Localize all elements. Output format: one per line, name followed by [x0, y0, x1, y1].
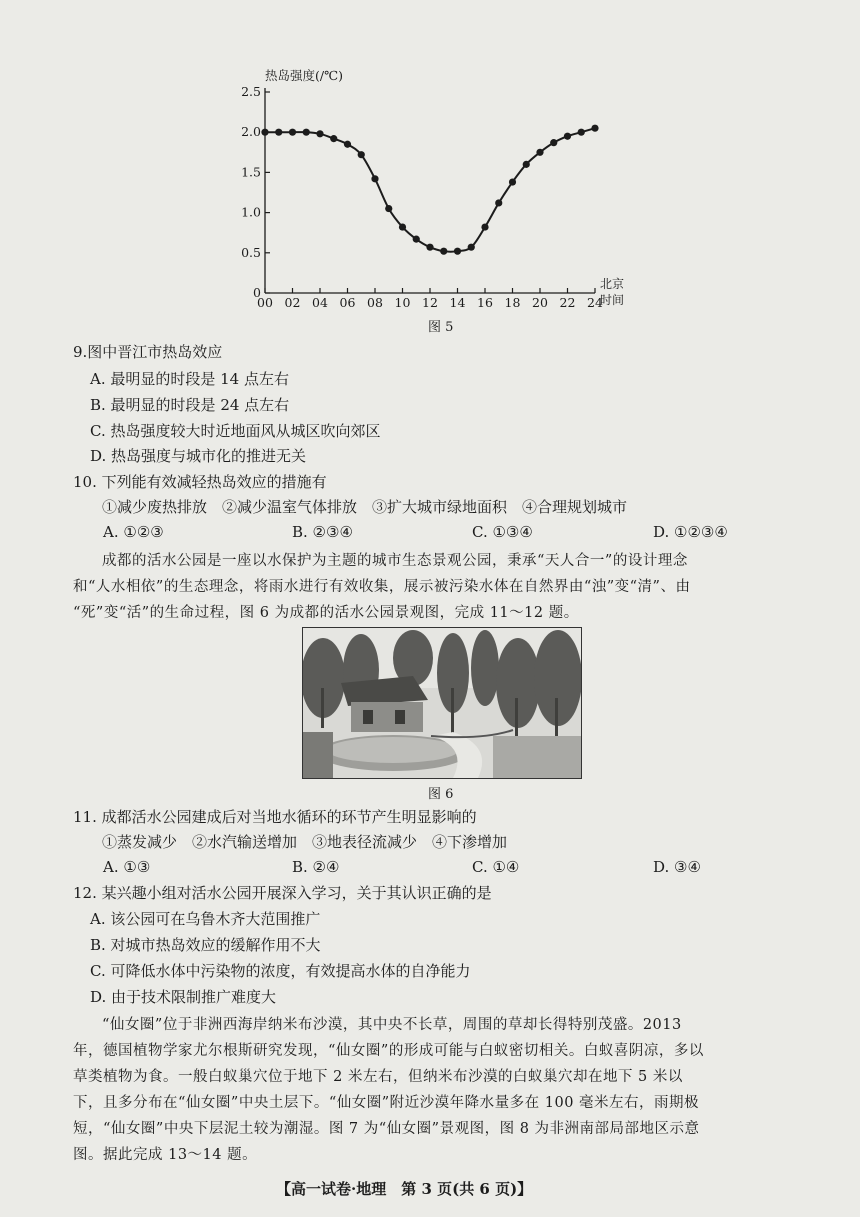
- y-tick-label: 1.5: [241, 164, 261, 180]
- q10-choice-a: A. ①②③: [103, 523, 164, 541]
- data-point: [523, 161, 530, 168]
- data-point: [564, 133, 571, 140]
- q10-choice-c: C. ①③④: [472, 523, 533, 541]
- figure5-chart: [225, 62, 625, 337]
- data-point: [275, 129, 282, 136]
- q11-choice-a: A. ①③: [103, 858, 151, 876]
- passage2-line1: [73, 1012, 793, 1038]
- data-point: [454, 248, 461, 255]
- passage2-line5: 短，“仙女圈”中央下层泥土较为潮湿。图 7 为“仙女圈”景观图，图 8 为非洲南部局部地区示意: [73, 1121, 700, 1137]
- data-point: [426, 244, 433, 251]
- q11-choice-c: C. ①④: [472, 858, 520, 876]
- figure6-park-photo: [302, 627, 582, 779]
- x-tick-label: 18: [504, 295, 521, 310]
- x-tick-label: 20: [532, 295, 548, 310]
- data-point: [385, 205, 392, 212]
- data-point: [536, 149, 543, 156]
- x-axis-title-line2: 时间: [600, 293, 625, 307]
- y-tick-label: 2.5: [241, 84, 261, 99]
- data-point: [413, 236, 420, 243]
- x-tick-label: 06: [339, 295, 356, 310]
- q12-option-c: C. 可降低水体中污染物的浓度，有效提高水体的自净能力: [90, 962, 471, 980]
- x-axis-title-line1: 北京: [600, 277, 625, 291]
- q11-items: ①蒸发减少 ②水汽输送增加 ③地表径流减少 ④下渗增加: [102, 833, 508, 851]
- data-point: [481, 223, 488, 230]
- q9-option-a: A. 最明显的时段是 14 点左右: [90, 370, 289, 388]
- passage2-line2: 年，德国植物学家尤尔根斯研究发现，“仙女圈”的形成可能与白蚁密切相关。白蚁喜阴凉，多以: [73, 1043, 704, 1059]
- park-landscape-image: [303, 628, 581, 778]
- q10-choice-b: B. ②③④: [292, 523, 353, 541]
- data-point: [509, 178, 516, 185]
- x-tick-label: 10: [394, 295, 411, 310]
- x-tick-label: 00: [257, 295, 273, 310]
- q12-option-a: A. 该公园可在乌鲁木齐大范围推广: [90, 910, 321, 928]
- data-point: [289, 129, 296, 136]
- y-tick-label: 1.0: [241, 204, 261, 220]
- q10-stem: 10. 下列能有效减轻热岛效应的措施有: [73, 473, 327, 491]
- figure5-caption: 图 5: [428, 320, 454, 335]
- data-point: [591, 125, 598, 132]
- page-footer: 【高一试卷·地理 第 3 页(共 6 页)】: [276, 1180, 533, 1198]
- y-tick-label: 0: [253, 285, 261, 300]
- q12-stem: 12. 某兴趣小组对活水公园开展深入学习，关于其认识正确的是: [73, 884, 492, 902]
- q10-items: ①减少废热排放 ②减少温室气体排放 ③扩大城市绿地面积 ④合理规划城市: [102, 498, 628, 516]
- q11-choice-b: B. ②④: [292, 858, 340, 876]
- passage2-line3: 草类植物为食。一般白蚁巢穴位于地下 2 米左右，但纳米布沙漠的白蚁巢穴却在地下 5 米以: [73, 1069, 683, 1085]
- data-point: [578, 129, 585, 136]
- y-axis-title: 热岛强度(/℃): [265, 68, 343, 83]
- passage1-line2: 和“人水相依”的生态理念，将雨水进行有效收集，展示被污染水体在自然界由“浊”变“清”、由: [73, 579, 691, 595]
- q11-stem: 11. 成都活水公园建成后对当地水循环的环节产生明显影响的: [73, 808, 477, 826]
- data-point: [371, 175, 378, 182]
- heat-island-series-line: [265, 128, 595, 252]
- data-point: [358, 151, 365, 158]
- data-point: [495, 199, 502, 206]
- data-point: [303, 129, 310, 136]
- q11-choice-d: D. ③④: [653, 858, 701, 876]
- q9-option-b: B. 最明显的时段是 24 点左右: [90, 396, 290, 414]
- x-tick-label: 16: [477, 295, 493, 310]
- y-tick-label: 0.5: [241, 244, 261, 260]
- q10-choice-d: D. ①②③④: [653, 523, 728, 541]
- data-point: [440, 248, 447, 255]
- heat-island-line-chart: [225, 62, 625, 337]
- passage2-line6: 图。据此完成 13～14 题。: [73, 1147, 258, 1163]
- q12-option-d: D. 由于技术限制推广难度大: [90, 988, 277, 1006]
- x-tick-label: 08: [367, 295, 383, 310]
- x-tick-label: 02: [284, 295, 301, 310]
- q9-option-c: C. 热岛强度较大时近地面风从城区吹向郊区: [90, 422, 381, 440]
- data-point: [399, 223, 406, 230]
- passage2-text-1: “仙女圈”位于非洲西海岸纳米布沙漠，其中央不长草，周围的草却长得特别茂盛。2013: [102, 1017, 682, 1033]
- q12-option-b: B. 对城市热岛效应的缓解作用不大: [90, 936, 321, 954]
- y-tick-label: 2.0: [241, 124, 261, 140]
- x-tick-label: 22: [559, 295, 576, 310]
- x-tick-label: 14: [449, 295, 466, 310]
- passage2-line4: 下，且多分布在“仙女圈”中央土层下。“仙女圈”附近沙漠年降水量多在 100 毫米左右，雨期极: [73, 1095, 700, 1111]
- data-point: [468, 244, 475, 251]
- passage1-line3: “死”变“活”的生命过程，图 6 为成都的活水公园景观图，完成 11～12 题。: [73, 605, 579, 621]
- passage1-line1: [73, 548, 793, 574]
- data-point: [261, 129, 268, 136]
- data-point: [330, 135, 337, 142]
- x-tick-label: 04: [312, 295, 328, 310]
- passage1-text-1: 成都的活水公园是一座以水保护为主题的城市生态景观公园，秉承“天人合一”的设计理念: [102, 553, 688, 569]
- data-point: [344, 141, 351, 148]
- data-point: [550, 139, 557, 146]
- x-tick-label: 12: [422, 295, 438, 310]
- q9-option-d: D. 热岛强度与城市化的推进无关: [90, 447, 307, 465]
- q9-stem: 9.图中晋江市热岛效应: [73, 343, 223, 361]
- figure6-caption: 图 6: [428, 787, 454, 802]
- data-point: [316, 130, 323, 137]
- x-tick-label: 24: [587, 295, 603, 310]
